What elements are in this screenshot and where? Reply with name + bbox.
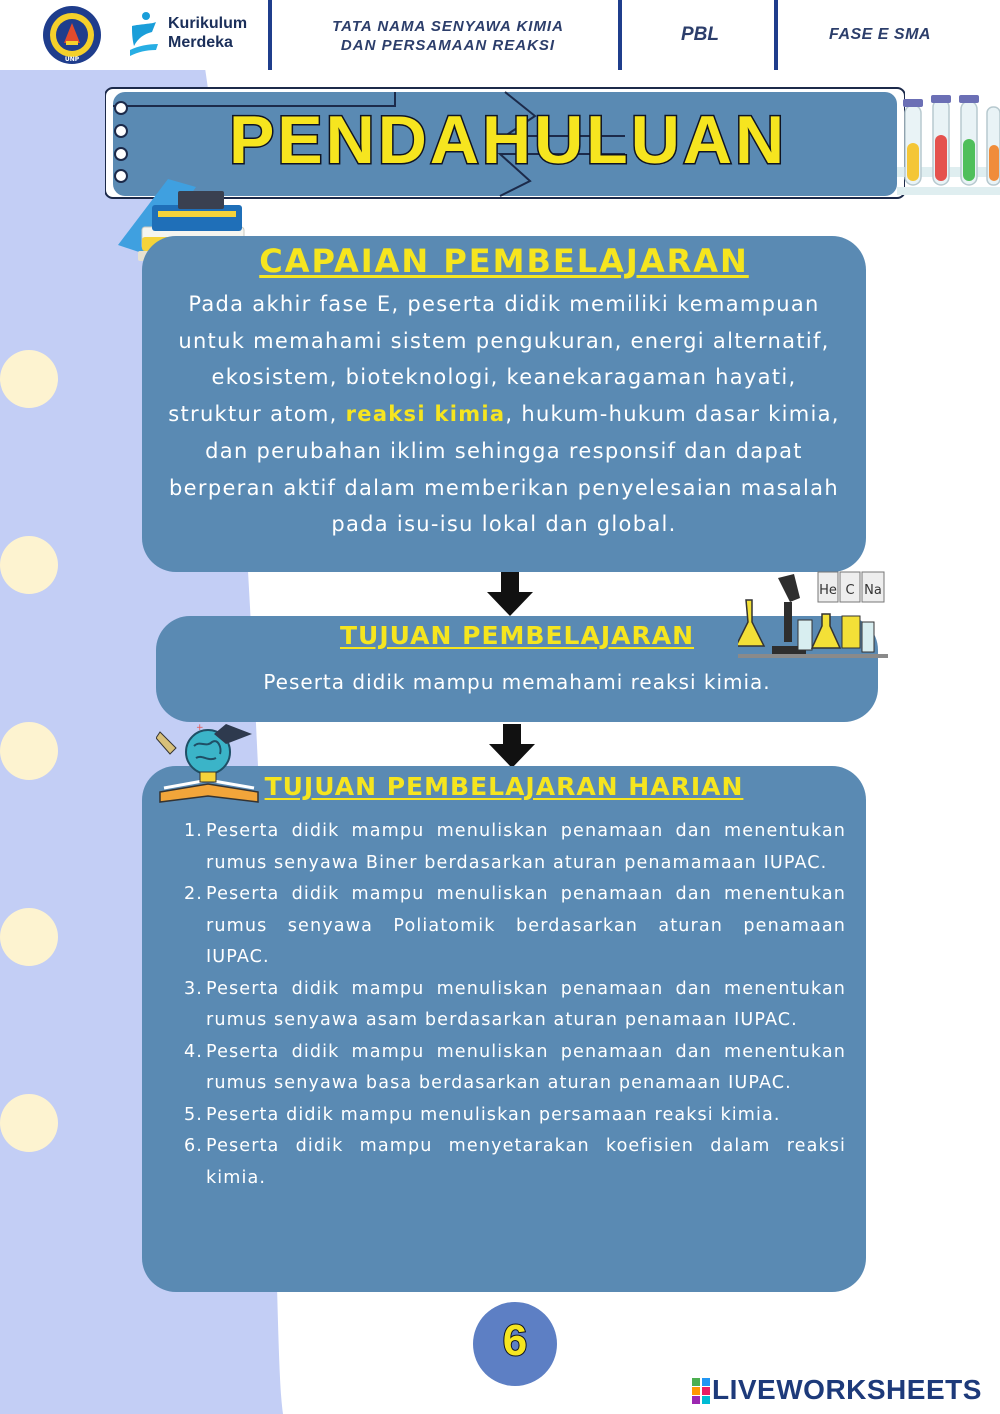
list-item	[184, 1100, 846, 1132]
list-item-text: Peserta didik mampu menuliskan penamaan dan menentukan rumus senyawa basa berdasarkan aturan penamaan IUPAC.	[206, 1041, 846, 1093]
brain-book-icon	[156, 722, 262, 808]
page-number-badge	[473, 1302, 557, 1386]
element-c: C	[845, 583, 855, 598]
element-he: He	[819, 583, 837, 598]
brand-line1: Kurikulum	[168, 15, 248, 32]
list-number: 3.	[184, 978, 203, 999]
page-number: 6	[502, 1316, 528, 1365]
harian-title: TUJUAN PEMBELAJARAN HARIAN	[264, 772, 744, 801]
brand-line2: Merdeka	[168, 34, 233, 51]
binder-hole	[0, 350, 58, 408]
list-number: 5.	[184, 1104, 203, 1125]
svg-text:+: +	[196, 723, 204, 733]
tujuan-text: Peserta didik mampu memahami reaksi kimia.	[263, 670, 771, 694]
kurikulum-merdeka-logo	[126, 10, 266, 58]
binder-hole	[0, 536, 58, 594]
header-title-line2: DAN PERSAMAAN REAKSI	[340, 37, 556, 54]
liveworksheets-logo-icon	[692, 1378, 710, 1404]
header-phase: FASE E SMA	[829, 26, 931, 43]
list-item	[184, 879, 846, 974]
list-item	[184, 816, 846, 879]
list-item	[184, 1037, 846, 1100]
capaian-text	[162, 286, 846, 543]
list-item	[184, 1131, 846, 1194]
element-na: Na	[864, 583, 882, 598]
list-number: 1.	[184, 821, 203, 841]
binder-hole	[0, 908, 58, 966]
logo-abbrev: UNP	[64, 56, 80, 63]
list-number: 6.	[184, 1136, 203, 1156]
harian-box	[142, 766, 866, 1292]
list-item	[184, 974, 846, 1037]
header-divider	[268, 0, 272, 70]
list-item-text: Peserta didik mampu menuliskan penamaan dan menentukan rumus senyawa Biner berdasarkan aturan penamamaan IUPAC.	[206, 821, 846, 873]
binder-hole	[0, 1094, 58, 1152]
lab-equipment-icon	[738, 570, 888, 662]
watermark-text: LIVEWORKSHEETS	[712, 1374, 982, 1405]
header-title	[278, 17, 618, 55]
down-arrow-icon	[487, 572, 533, 616]
list-number: 2.	[184, 884, 203, 904]
capaian-box	[142, 236, 866, 572]
unp-logo	[42, 5, 102, 65]
test-tubes-illustration	[895, 95, 1000, 205]
harian-list	[184, 816, 846, 1194]
capaian-title: CAPAIAN PEMBELAJARAN	[259, 242, 749, 280]
capaian-text-part: , hukum-hukum dasar kimia, dan perubahan iklim sehingga responsif dan dapat berperan aktif dalam memberikan penyelesaian masalah pada isu-isu lokal dan global.	[169, 402, 840, 537]
header-divider	[774, 0, 778, 70]
list-item-text: Peserta didik mampu menuliskan persamaan reaksi kimia.	[206, 1104, 781, 1125]
list-number: 4.	[184, 1041, 203, 1062]
list-item-text: Peserta didik mampu menuliskan penamaan dan menentukan rumus senyawa asam berdasarkan aturan penamaan IUPAC.	[206, 978, 846, 1030]
header-model: PBL	[681, 24, 719, 45]
binder-hole	[0, 722, 58, 780]
header-divider	[618, 0, 622, 70]
down-arrow-icon	[489, 724, 535, 768]
list-item-text: Peserta didik mampu menyetarakan koefisien dalam reaksi kimia.	[206, 1136, 846, 1188]
capaian-highlight: reaksi kimia	[345, 402, 506, 427]
tujuan-title: TUJUAN PEMBELAJARAN	[339, 621, 695, 650]
merdeka-icon	[126, 10, 162, 58]
list-item-text: Peserta didik mampu menuliskan penamaan dan menentukan rumus senyawa Poliatomik berdasarkan aturan penamaan IUPAC.	[206, 884, 846, 967]
header-title-line1: TATA NAMA SENYAWA KIMIA	[332, 18, 564, 35]
page-header	[0, 0, 1000, 70]
page-title: PENDAHULUAN	[228, 102, 788, 178]
capaian-text-part: Pada akhir fase E, peserta didik memiliki kemampuan untuk memahami sistem pengukuran, energi alternatif, ekosistem, bioteknologi, keanekaragaman hayati, struktur atom,	[168, 292, 830, 427]
